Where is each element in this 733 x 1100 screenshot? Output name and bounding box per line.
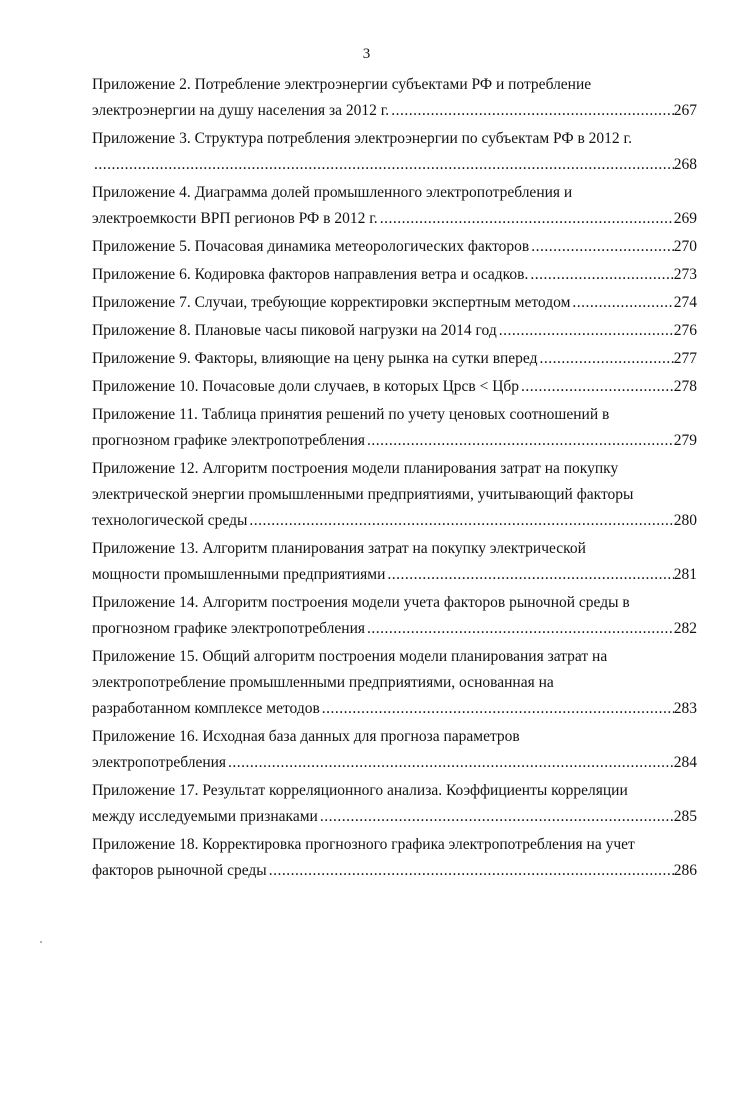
toc-entry-title: прогнозном графике электропотребления xyxy=(92,432,366,449)
toc-entry[interactable] xyxy=(92,346,697,372)
toc-entry[interactable] xyxy=(92,590,697,642)
toc-entry-leader-line xyxy=(92,374,697,400)
toc-page-ref: 283 xyxy=(673,700,697,717)
dot-leader xyxy=(385,562,673,588)
toc-entry-leader-line xyxy=(92,262,697,288)
toc-page-ref: 285 xyxy=(673,808,697,825)
toc-entry-text-line: Приложение 14. Алгоритм построения модели учета факторов рыночной среды в xyxy=(92,594,630,611)
toc-page-ref: 279 xyxy=(673,432,697,449)
toc-page-ref: 278 xyxy=(673,378,697,395)
toc-entry-text-line: Приложение 11. Таблица принятия решений по учету ценовых соотношений в xyxy=(92,406,610,423)
toc-entry[interactable] xyxy=(92,72,697,124)
toc-entry-title: электроемкости ВРП регионов РФ в 2012 г. xyxy=(92,210,378,227)
toc-entry[interactable] xyxy=(92,644,697,722)
dot-leader xyxy=(92,152,674,178)
toc-entry-title: между исследуемыми признаками xyxy=(92,808,318,825)
toc-entry-leader-line xyxy=(92,346,697,372)
toc-entry[interactable] xyxy=(92,180,697,232)
dot-leader xyxy=(378,206,674,232)
toc-entry[interactable] xyxy=(92,778,697,830)
toc-entry[interactable] xyxy=(92,262,697,288)
scan-speck xyxy=(40,941,42,943)
toc-entry-title: Приложение 7. Случаи, требующие корректировки экспертным методом xyxy=(92,294,571,311)
toc-page-ref: 267 xyxy=(673,102,697,119)
dot-leader xyxy=(538,346,674,372)
toc-entry-text-line: Приложение 16. Исходная база данных для прогноза параметров xyxy=(92,728,520,745)
dot-leader xyxy=(389,98,674,124)
toc-entry-title: прогнозном графике электропотребления xyxy=(92,620,366,637)
toc-entry[interactable] xyxy=(92,536,697,588)
toc-entry-text-line: Приложение 15. Общий алгоритм построения модели планирования затрат на xyxy=(92,648,608,665)
toc-page-ref: 273 xyxy=(673,266,697,283)
toc-entry[interactable] xyxy=(92,724,697,776)
toc-page-ref: 284 xyxy=(673,754,697,771)
toc-entry-leader-line xyxy=(92,206,697,232)
toc-entry-title: разработанном комплексе методов xyxy=(92,700,320,717)
dot-leader xyxy=(318,804,674,830)
toc-entry-title: электропотребления xyxy=(92,754,227,771)
toc-page-ref: 282 xyxy=(673,620,697,637)
toc-entry-text-line: Приложение 13. Алгоритм планирования затрат на покупку электрической xyxy=(92,540,586,557)
toc-entry[interactable] xyxy=(92,290,697,316)
toc-entry[interactable] xyxy=(92,126,697,178)
dot-leader xyxy=(519,374,674,400)
toc-entry-leader-line xyxy=(92,152,697,178)
toc-entry-text-line: электропотребление промышленными предприятиями, основанная на xyxy=(92,674,554,691)
toc-page-ref: 276 xyxy=(673,322,697,339)
toc-entry-leader-line xyxy=(92,428,697,454)
toc-entry-leader-line xyxy=(92,562,697,588)
toc-entry-leader-line xyxy=(92,508,697,534)
toc-entry-leader-line xyxy=(92,696,697,722)
toc-entry-leader-line xyxy=(92,750,697,776)
toc-entry[interactable] xyxy=(92,456,697,534)
toc-entry-leader-line xyxy=(92,98,697,124)
toc-entry-title: Приложение 9. Факторы, влияющие на цену рынка на сутки вперед xyxy=(92,350,538,367)
toc-entry-text-line: Приложение 12. Алгоритм построения модели планирования затрат на покупку xyxy=(92,460,619,477)
toc-page-ref: 286 xyxy=(673,862,697,879)
toc-entry-title: факторов рыночной среды xyxy=(92,862,267,879)
toc-entry[interactable] xyxy=(92,402,697,454)
toc-entry-leader-line xyxy=(92,290,697,316)
toc-entry-text-line: Приложение 17. Результат корреляционного анализа. Коэффициенты корреляции xyxy=(92,782,628,799)
dot-leader xyxy=(247,508,673,534)
toc-entry[interactable] xyxy=(92,234,697,260)
toc-page-ref: 270 xyxy=(673,238,697,255)
toc-entry-text-line: электрической энергии промышленными предприятиями, учитывающий факторы xyxy=(92,486,634,503)
toc-entry-leader-line xyxy=(92,234,697,260)
toc-page-ref: 269 xyxy=(673,210,697,227)
dot-leader xyxy=(497,318,674,344)
toc-entry-text-line: Приложение 2. Потребление электроэнергии субъектами РФ и потребление xyxy=(92,76,592,93)
toc-entry-title: Приложение 8. Плановые часы пиковой нагрузки на 2014 год xyxy=(92,322,497,339)
toc-entry-text-line: Приложение 3. Структура потребления электроэнергии по субъектам РФ в 2012 г. xyxy=(92,130,633,147)
toc-entry-leader-line xyxy=(92,804,697,830)
toc-entry[interactable] xyxy=(92,832,697,884)
toc-entry-title: Приложение 5. Почасовая динамика метеорологических факторов xyxy=(92,238,530,255)
toc-page-ref: 280 xyxy=(673,512,697,529)
dot-leader xyxy=(529,234,674,260)
toc-page-ref: 274 xyxy=(673,294,697,311)
toc-entry-text-line: Приложение 18. Корректировка прогнозного графика электропотребления на учет xyxy=(92,836,635,853)
toc-page-ref: 268 xyxy=(673,156,697,173)
toc-entry-leader-line xyxy=(92,318,697,344)
table-of-contents xyxy=(92,72,697,886)
toc-entry[interactable] xyxy=(92,318,697,344)
dot-leader xyxy=(528,262,673,288)
toc-entry-title: Приложение 10. Почасовые доли случаев, в которых Црсв < Цбр xyxy=(92,378,520,395)
dot-leader xyxy=(365,616,674,642)
toc-entry[interactable] xyxy=(92,374,697,400)
toc-entry-title: технологической среды xyxy=(92,512,248,529)
toc-entry-title: мощности промышленными предприятиями xyxy=(92,566,386,583)
toc-entry-leader-line xyxy=(92,616,697,642)
toc-entry-leader-line xyxy=(92,858,697,884)
dot-leader xyxy=(320,696,674,722)
dot-leader xyxy=(226,750,674,776)
page-number: 3 xyxy=(362,46,371,62)
dot-leader xyxy=(267,858,674,884)
toc-page-ref: 277 xyxy=(673,350,697,367)
dot-leader xyxy=(365,428,674,454)
toc-page-ref: 281 xyxy=(673,566,697,583)
toc-entry-text-line: Приложение 4. Диаграмма долей промышленного электропотребления и xyxy=(92,184,573,201)
toc-entry-title: Приложение 6. Кодировка факторов направления ветра и осадков. xyxy=(92,266,529,283)
toc-entry-title: электроэнергии на душу населения за 2012 г. xyxy=(92,102,390,119)
dot-leader xyxy=(570,290,673,316)
